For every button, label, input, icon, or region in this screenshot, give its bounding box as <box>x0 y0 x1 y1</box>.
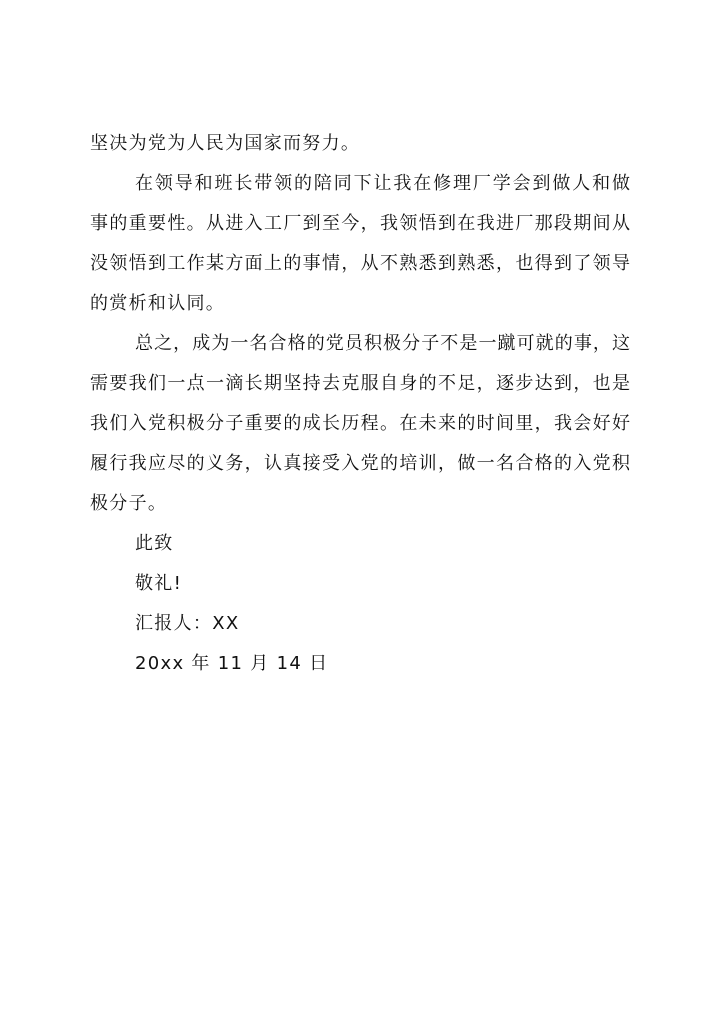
closing-respect: 敬礼! <box>135 573 183 594</box>
paragraph-line: 事的重要性。从进入工厂到至今，我领悟到在我进厂那段期间从 <box>90 213 630 234</box>
closing-salutation: 此致 <box>135 533 174 554</box>
paragraph-line: 坚决为党为人民为国家而努力。 <box>90 133 361 154</box>
reporter-name: 汇报人：XX <box>135 613 240 634</box>
paragraph-line: 没领悟到工作某方面上的事情，从不熟悉到熟悉，也得到了领导 <box>90 253 630 274</box>
paragraph-line: 需要我们一点一滴长期坚持去克服自身的不足，逐步达到，也是 <box>90 373 630 394</box>
paragraph-line: 的赏析和认同。 <box>90 293 226 314</box>
paragraph-line: 在领导和班长带领的陪同下让我在修理厂学会到做人和做 <box>135 173 630 194</box>
paragraph-line: 极分子。 <box>90 493 168 514</box>
report-date: 20xx 年 11 月 14 日 <box>135 653 329 674</box>
paragraph-line: 总之，成为一名合格的党员积极分子不是一蹴可就的事，这 <box>135 333 630 354</box>
paragraph-line: 履行我应尽的义务，认真接受入党的培训，做一名合格的入党积 <box>90 453 630 474</box>
paragraph-line: 我们入党积极分子重要的成长历程。在未来的时间里，我会好好 <box>90 413 630 434</box>
